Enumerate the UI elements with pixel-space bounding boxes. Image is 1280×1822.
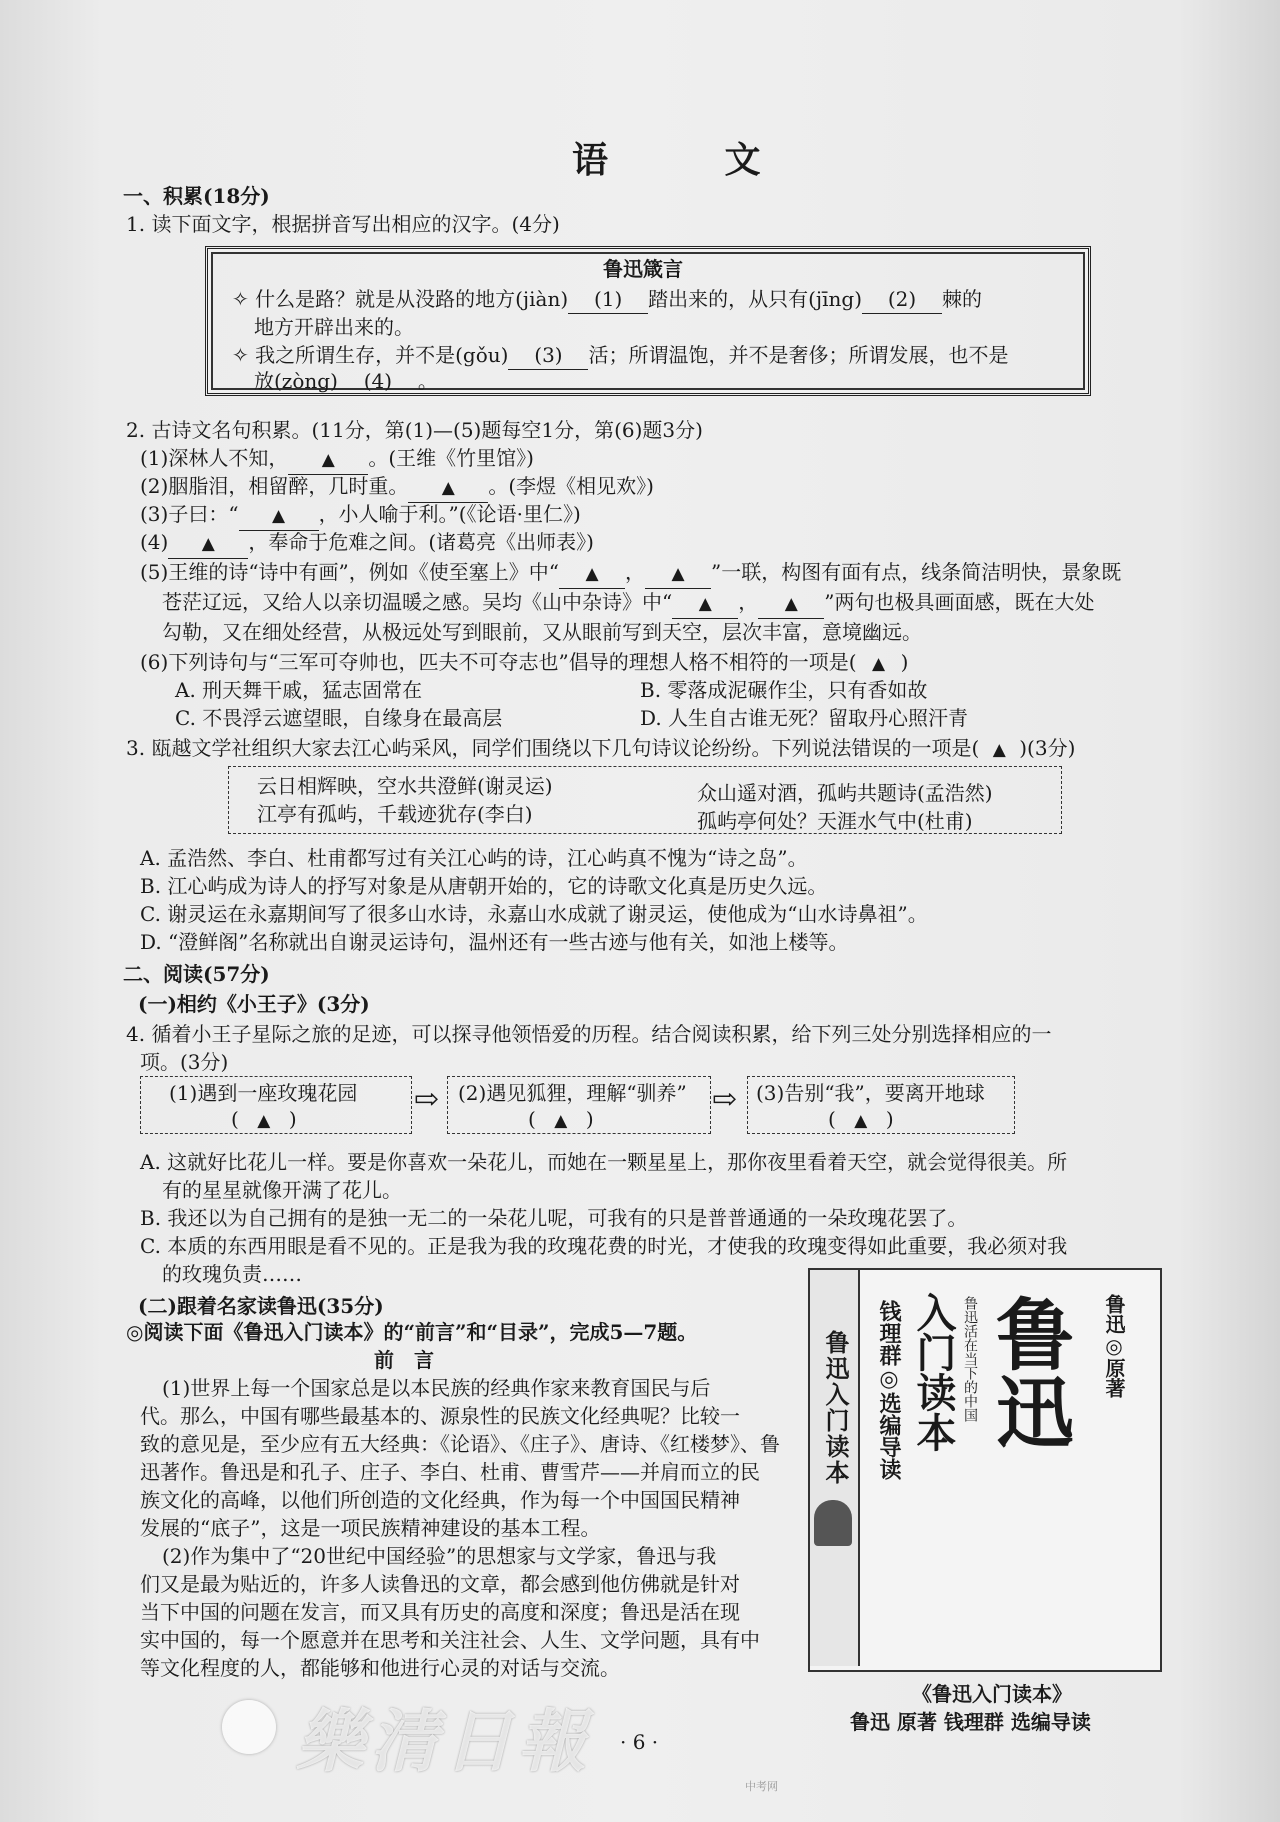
answer-triangle-icon: ▲ [872, 654, 886, 674]
q4-option-c-1: C. 本质的东西用眼是看不见的。正是我为我的玫瑰花费的时光，才使我的玫瑰变得如此重要，我必须对我 [140, 1234, 1068, 1258]
q4-option-a-1: A. 这就好比花儿一样。要是你喜欢一朵花儿，而她在一颗星星上，那你夜里看着天空，就会觉得很美。所 [140, 1150, 1068, 1174]
book-tagline: 鲁迅活在当下的中国 [962, 1296, 978, 1422]
answer-triangle-icon: ▲ [854, 1111, 868, 1131]
poem-1: 云日相辉映，空水共澄鲜(谢灵运) [257, 774, 553, 798]
q3-option-b: B. 江心屿成为诗人的抒写对象是从唐朝开始的，它的诗歌文化真是历史久远。 [140, 874, 828, 898]
q2-item-5-cont2: 勾勒，又在细处经营，从极远处写到眼前，又从眼前写到天空，层次丰富，意境幽远。 [162, 620, 922, 644]
q2-option-d: D. 人生自古谁无死？留取丹心照汗青 [640, 706, 969, 730]
blank-2: (2) [862, 285, 942, 314]
q1-quote-box [205, 246, 1091, 396]
section-2-heading: 二、阅读(57分) [123, 962, 270, 986]
answer-triangle-icon: ▲ [201, 534, 215, 554]
answer-triangle-icon: ▲ [257, 1111, 271, 1131]
q2-prompt: 2. 古诗文名句积累。(11分，第(1)—(5)题每空1分，第(6)题3分) [126, 418, 703, 442]
page-number: · 6 · [620, 1730, 659, 1754]
q3-option-d: D. “澄鲜阁”名称就出自谢灵运诗句，温州还有一些古迹与他有关，如池上楼等。 [140, 930, 849, 954]
book-author: 鲁迅◎原著 [1102, 1294, 1126, 1398]
q1-line-3: ✧ 我之所谓生存，并不是(gǒu) (3) 活；所谓温饱，并不是奢侈；所谓发展，也不是 [232, 341, 1008, 370]
blank-1: (1) [568, 285, 648, 314]
section-1-heading: 一、积累(18分) [123, 184, 270, 208]
source-mark: 中考网 [745, 1780, 778, 1793]
newspaper-logo-icon [222, 1700, 276, 1754]
q4-box-3: (3)告别“我”，要离开地球 ( ▲ ) [747, 1076, 1015, 1134]
answer-triangle-icon: ▲ [585, 564, 599, 584]
q2-option-c: C. 不畏浮云遮望眼，自缘身在最高层 [175, 706, 503, 730]
q1-box-title: 鲁迅箴言 [603, 257, 683, 281]
book-editor: 钱理群◎选编导读 [876, 1300, 902, 1480]
q4-prompt-1: 4. 循着小王子星际之旅的足迹，可以探寻他领悟爱的历程。结合阅读积累，给下列三处分别选择相应的一 [126, 1022, 1052, 1046]
q2-option-b: B. 零落成泥碾作尘，只有香如故 [640, 678, 928, 702]
q4-option-c-2: 的玫瑰负责…… [162, 1262, 302, 1286]
book-caption-title: 《鲁迅入门读本》 [912, 1682, 1072, 1706]
q3-option-c: C. 谢灵运在永嘉期间写了很多山水诗，永嘉山水成就了谢灵运，使他成为“山水诗鼻祖”。 [140, 902, 928, 926]
answer-triangle-icon: ▲ [784, 594, 798, 614]
portrait-image [814, 1500, 852, 1546]
q4-box-2: (2)遇见狐狸，理解“驯养” ( ▲ ) [447, 1076, 711, 1134]
q3-prompt: 3. 瓯越文学社组织大家去江心屿采风，同学们围绕以下几句诗议论纷纷。下列说法错误的一项是( ▲ )(3分) [126, 734, 1075, 764]
q4-option-a-2: 有的星星就像开满了花儿。 [162, 1178, 402, 1202]
subsection-1-heading: (一)相约《小王子》(3分) [138, 992, 370, 1016]
arrow-right-icon: ⇨ [414, 1082, 440, 1117]
reading-instruction: ◎阅读下面《鲁迅入门读本》的“前言”和“目录”，完成5—7题。 [126, 1320, 698, 1344]
q4-option-b: B. 我还以为自己拥有的是独一无二的一朵花儿呢，可我有的只是普普通通的一朵玫瑰花罢了。 [140, 1206, 968, 1230]
answer-triangle-icon: ▲ [554, 1111, 568, 1131]
q4-box-1: (1)遇到一座玫瑰花园 ( ▲ ) [140, 1076, 412, 1134]
blank-4: (4) [338, 367, 418, 396]
q2-item-5-cont: 苍茫辽远，又给人以亲切温暖之感。吴均《山中杂诗》中“ ▲ ， ▲ ”两句也极具画面感，既在大处 [162, 588, 1094, 619]
poem-2: 江亭有孤屿，千载迹犹存(李白) [257, 802, 533, 826]
q1-line-1: ✧ 什么是路？就是从没路的地方(jiàn) (1) 踏出来的，从只有(jīng) (2) 棘的 [232, 285, 982, 314]
book-big-title: 鲁迅 [983, 1294, 1074, 1450]
preface-text: (1)世界上每一个国家总是以本民族的经典作家来教育国民与后 代。那么，中国有哪些最基本的、源泉性的民族文化经典呢？比较一 致的意见是，至少应有五大经典：《论语》、《庄子》、唐诗、《红楼梦》、鲁 迅著作。鲁迅是和孔子、庄子、李白、杜甫、曹雪芹——并肩而立的民 族文化的高峰，以他们所创造的文化经典，作为每一个中国国民精神 发展的“底子”，这是一项民族精神建设的基本工程。 (2)作为集中了“20世纪中国经验”的思想家与文学家，鲁迅与我 们又是最为贴近的，许多人读鲁迅的文章，都会感到他仿佛就是针对 当下中国的问题在发言，而又具有历史的高度和深度；鲁迅是活在现 实中国的，每一个愿意并在思考和关注社会、人生、文学问题，具有中 等文化程度的人，都能够和他进行心灵的对话与交流。 [140, 1376, 780, 1680]
blank-3: (3) [508, 341, 588, 370]
answer-triangle-icon: ▲ [698, 594, 712, 614]
arrow-right-icon: ⇨ [712, 1082, 738, 1117]
q1-prompt: 1. 读下面文字，根据拼音写出相应的汉字。(4分) [126, 212, 560, 236]
answer-triangle-icon: ▲ [272, 506, 286, 526]
q1-line-4: 放(zòng) (4) 。 [254, 367, 438, 396]
poem-3: 众山遥对酒，孤屿共题诗(孟浩然) [697, 781, 993, 805]
book-spine: 鲁迅入门读本 [810, 1270, 860, 1666]
q2-item-6: (6)下列诗句与“三军可夺帅也，匹夫不可夺志也”倡导的理想人格不相符的一项是( ▲ ) [140, 648, 908, 678]
answer-triangle-icon: ▲ [321, 450, 335, 470]
book-subtitle: 入门读本 [910, 1292, 957, 1452]
q2-item-1: (1)深林人不知， ▲ 。(王维《竹里馆》) [140, 444, 534, 475]
answer-triangle-icon: ▲ [671, 564, 685, 584]
q4-prompt-2: 项。(3分) [140, 1050, 229, 1074]
q2-option-a: A. 刑天舞干戚，猛志固常在 [175, 678, 423, 702]
q3-poem-box [228, 766, 1062, 834]
subsection-2-heading: (二)跟着名家读鲁迅(35分) [138, 1294, 384, 1318]
answer-triangle-icon: ▲ [441, 478, 455, 498]
watermark: 樂清日報 [296, 1702, 593, 1782]
book-caption-author: 鲁迅 原著 钱理群 选编导读 [850, 1710, 1091, 1734]
answer-triangle-icon: ▲ [992, 740, 1006, 760]
preface-title: 前 言 [374, 1348, 434, 1372]
book-cover-image [808, 1268, 1162, 1672]
q2-item-4: (4) ▲ ，奉命于危难之间。(诸葛亮《出师表》) [140, 528, 594, 559]
q3-option-a: A. 孟浩然、李白、杜甫都写过有关江心屿的诗，江心屿真不愧为“诗之岛”。 [140, 846, 808, 870]
poem-4: 孤屿亭何处？天涯水气中(杜甫) [697, 809, 973, 833]
page-title: 语 文 [572, 139, 813, 181]
q2-item-2: (2)胭脂泪，相留醉，几时重。 ▲ 。(李煜《相见欢》) [140, 472, 654, 503]
q2-item-5: (5)王维的诗“诗中有画”，例如《使至塞上》中“ ▲ ， ▲ ”一联，构图有面有点，线条简洁明快，景象既 [140, 558, 1121, 589]
q1-line-2: 地方开辟出来的。 [254, 315, 414, 339]
q2-item-3: (3)子曰：“ ▲ ，小人喻于利。”(《论语·里仁》) [140, 500, 581, 531]
